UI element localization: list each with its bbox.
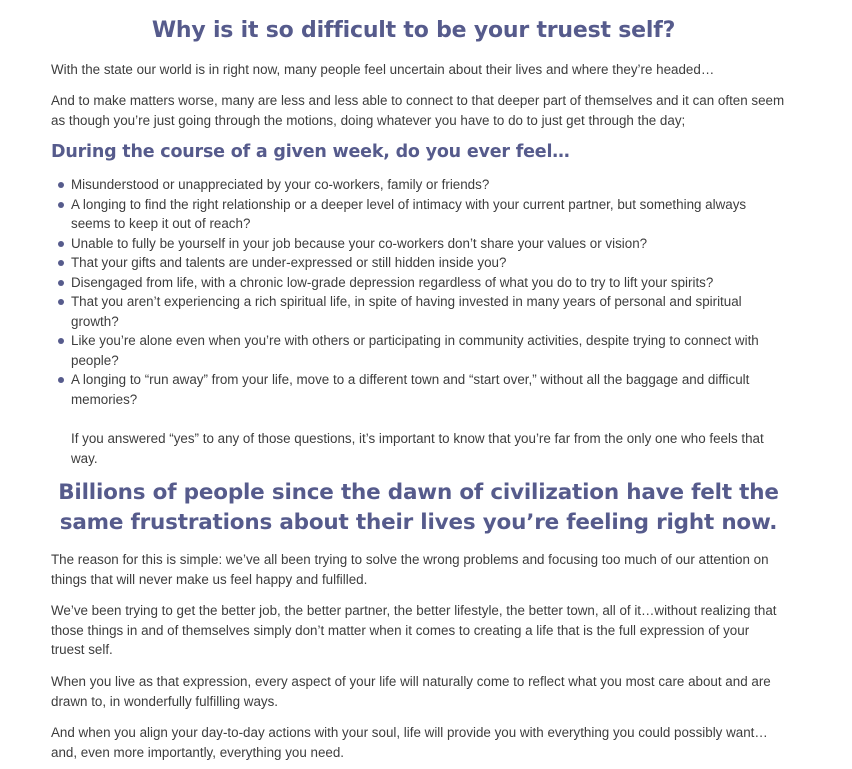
bullet-icon [58,280,64,286]
list-item-text: A longing to find the right relationship or a deeper level of intimacy with your current partner, but something always seems to keep it out of reach? [71,196,747,231]
list-item [51,331,786,370]
list-item-text: Disengaged from life, with a chronic low-grade depression regardless of what you do to try to lift your spirits? [71,274,714,290]
list-item [51,292,786,331]
page-title: Why is it so difficult to be your truest self? [151,18,676,43]
feelings-list [51,175,786,409]
bullet-icon [58,241,64,247]
subheading: During the course of a given week, do you ever feel… [51,142,570,162]
list-item-text: Like you’re alone even when you’re with others or participating in community activities, despite trying to connect with people? [71,333,759,368]
list-item [51,234,786,254]
closing-paragraph-4: And when you align your day-to-day actions with your soul, life will provide you with everything you could possibly want… and, even more importantly, everything you need. [51,725,768,760]
closing-paragraph-2: We’ve been trying to get the better job, the better partner, the better lifestyle, the better town, all of it…without realizing that those things in and of themselves simply don’t matter when it comes to creating a life that is the full expression of your truest self. [51,603,777,658]
answer-note: If you answered “yes” to any of those questions, it’s important to know that you’re far from the only one who feels that way. [71,431,764,466]
bullet-icon [58,182,64,188]
list-item [51,253,786,273]
list-item [51,175,786,195]
bullet-icon [58,377,64,383]
list-item [51,273,786,293]
list-item-text: Misunderstood or unappreciated by your co-workers, family or friends? [71,177,490,192]
intro-paragraph-1: With the state our world is in right now, many people feel uncertain about their lives and where they’re headed… [51,62,715,77]
list-item-text: A longing to “run away” from your life, move to a different town and “start over,” without all the baggage and difficult memories? [71,372,750,407]
section-heading: Billions of people since the dawn of civilization have felt the same frustrations about their lives you’re feeling right now. [58,480,779,535]
intro-paragraph-2: And to make matters worse, many are less and less able to connect to that deeper part of themselves and it can often seem as though you’re just going through the motions, doing whatever you have to do to just get through the day; [51,93,785,128]
list-item [51,370,786,409]
list-item-text: Unable to fully be yourself in your job because your co-workers don’t share your values or vision? [71,235,648,251]
bullet-icon [58,202,64,208]
list-item [51,195,786,234]
closing-paragraph-1: The reason for this is simple: we’ve all been trying to solve the wrong problems and focusing too much of our attention on things that will never make us feel happy and fulfilled. [51,552,769,587]
bullet-icon [58,299,64,305]
bullet-icon [58,260,64,266]
list-item-text: That your gifts and talents are under-expressed or still hidden inside you? [71,255,507,270]
closing-paragraph-3: When you live as that expression, every aspect of your life will naturally come to reflect what you most care about and are drawn to, in wonderfully fulfilling ways. [51,674,771,709]
bullet-icon [58,338,64,344]
list-item-text: That you aren’t experiencing a rich spiritual life, in spite of having invested in many years of personal and spiritual growth? [71,294,742,329]
